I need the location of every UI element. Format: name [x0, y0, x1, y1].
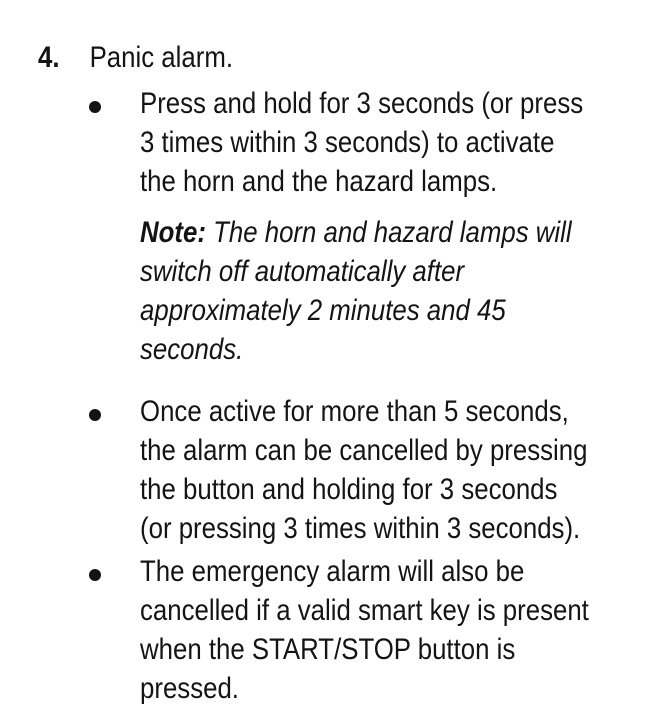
bullet-item — [0, 392, 588, 552]
bullet-text: The emergency alarm will also be cancelled if a valid smart key is present when the START/STOP button is pressed. — [140, 555, 589, 705]
step-heading — [38, 38, 233, 78]
note-text: The horn and hazard lamps will switch off automatically after approximately 2 minutes and 45 seconds. — [140, 216, 572, 366]
bullet-text: Once active for more than 5 seconds, the alarm can be cancelled by pressing the button and holding for 3 seconds (or pressing 3 times within 3 seconds). — [140, 395, 588, 545]
step-title: Panic alarm. — [89, 41, 233, 74]
note-label: Note: — [140, 216, 206, 249]
bullet-icon — [89, 569, 101, 581]
bullet-list — [0, 84, 668, 712]
bullet-text: Press and hold for 3 seconds (or press 3 times within 3 seconds) to activate the horn and the hazard lamps. — [140, 87, 584, 198]
bullet-item — [0, 84, 584, 392]
bullet-item — [0, 552, 589, 712]
bullet-icon — [89, 101, 101, 113]
bullet-icon — [89, 409, 101, 421]
note — [140, 213, 622, 369]
step-number: 4. — [38, 41, 60, 74]
